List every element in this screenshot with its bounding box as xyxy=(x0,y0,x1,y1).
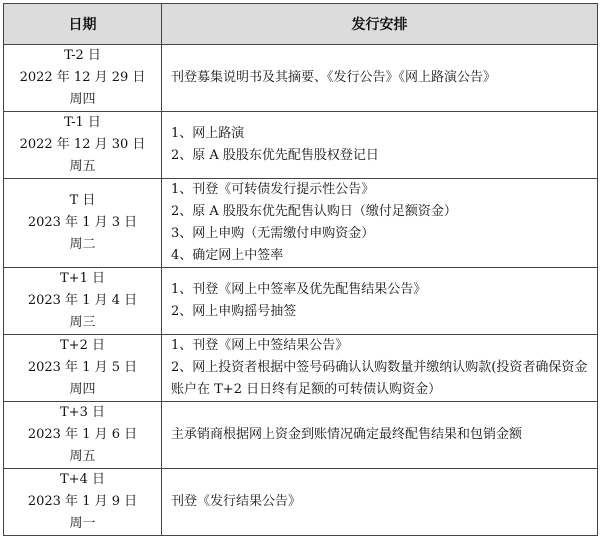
date-label: 2023 年 1 月 4 日 xyxy=(27,293,138,308)
table-row xyxy=(4,402,598,469)
weekday-label: 周二 xyxy=(69,237,96,252)
arrangement-cell xyxy=(162,268,598,335)
arrangement-cell xyxy=(162,45,598,112)
day-label: T+3 日 xyxy=(60,405,105,420)
arrangement-cell xyxy=(162,469,598,536)
arrangement-cell xyxy=(162,402,598,469)
date-cell xyxy=(4,335,162,402)
table-row xyxy=(4,469,598,536)
date-label: 2022 年 12 月 29 日 xyxy=(19,70,146,85)
arrangement-item: 1、网上路演 xyxy=(171,126,245,141)
day-label: T-1 日 xyxy=(64,115,101,130)
date-cell xyxy=(4,179,162,268)
date-label: 2023 年 1 月 3 日 xyxy=(27,215,138,230)
day-label: T+1 日 xyxy=(60,271,105,286)
schedule-table-wrapper xyxy=(3,3,598,536)
date-label: 2022 年 12 月 30 日 xyxy=(19,137,146,152)
weekday-label: 周一 xyxy=(69,516,96,531)
day-label: T-2 日 xyxy=(64,48,101,63)
arrangement-item: 4、确定网上中签率 xyxy=(171,248,284,263)
header-arrangement: 发行安排 xyxy=(162,4,598,45)
table-row xyxy=(4,335,598,402)
weekday-label: 周四 xyxy=(69,92,96,107)
arrangement-item: 主承销商根据网上资金到账情况确定最终配售结果和包销金额 xyxy=(171,427,523,442)
arrangement-item: 2、网上投资者根据中签号码确认认购数量并缴纳认购款(投资者确保资金账户在 T+2 日日终有足额的可转债认购资金） xyxy=(171,360,588,397)
table-row xyxy=(4,268,598,335)
arrangement-item: 刊登募集说明书及其摘要、《发行公告》《网上路演公告》 xyxy=(171,70,497,85)
weekday-label: 周四 xyxy=(69,382,96,397)
weekday-label: 周三 xyxy=(69,315,96,330)
arrangement-cell xyxy=(162,179,598,268)
date-label: 2023 年 1 月 6 日 xyxy=(27,427,138,442)
table-row xyxy=(4,45,598,112)
date-cell xyxy=(4,469,162,536)
table-row xyxy=(4,112,598,179)
weekday-label: 周五 xyxy=(69,159,96,174)
date-cell xyxy=(4,45,162,112)
arrangement-cell xyxy=(162,112,598,179)
arrangement-item: 2、原 A 股股东优先配售股权登记日 xyxy=(171,148,379,163)
date-cell xyxy=(4,268,162,335)
issuance-schedule-table xyxy=(3,3,598,536)
table-row xyxy=(4,179,598,268)
arrangement-cell xyxy=(162,335,598,402)
arrangement-item: 2、网上申购摇号抽签 xyxy=(171,304,297,319)
date-cell xyxy=(4,402,162,469)
date-label: 2023 年 1 月 5 日 xyxy=(27,360,138,375)
arrangement-item: 刊登《发行结果公告》 xyxy=(171,494,302,509)
day-label: T 日 xyxy=(69,193,96,208)
arrangement-item: 1、刊登《网上中签率及优先配售结果公告》 xyxy=(171,282,427,297)
header-date: 日期 xyxy=(4,4,162,45)
arrangement-item: 1、刊登《网上中签结果公告》 xyxy=(171,338,349,353)
table-header-row xyxy=(4,4,598,45)
day-label: T+4 日 xyxy=(60,472,105,487)
weekday-label: 周五 xyxy=(69,449,96,464)
arrangement-item: 3、网上申购（无需缴付申购资金） xyxy=(171,226,375,241)
date-cell xyxy=(4,112,162,179)
arrangement-item: 1、刊登《可转债发行提示性公告》 xyxy=(171,182,375,197)
arrangement-item: 2、原 A 股股东优先配售认购日（缴付足额资金） xyxy=(171,204,457,219)
day-label: T+2 日 xyxy=(60,338,105,353)
date-label: 2023 年 1 月 9 日 xyxy=(27,494,138,509)
